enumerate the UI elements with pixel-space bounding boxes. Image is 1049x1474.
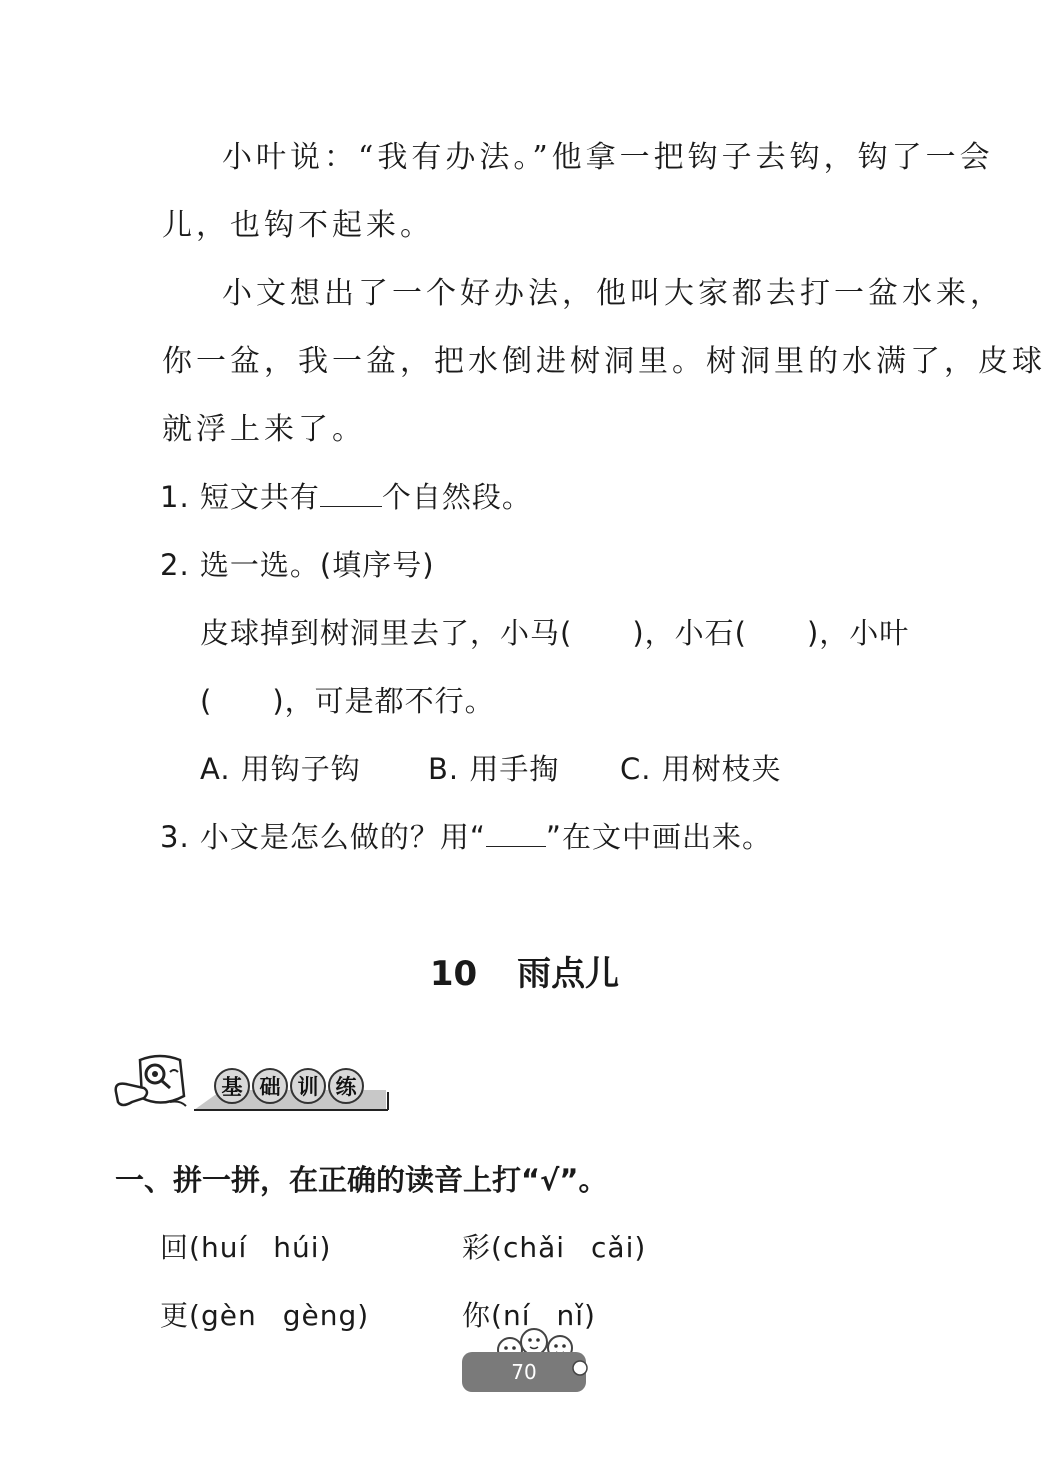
lesson-title (0, 952, 1049, 996)
story-paragraph-line: 就浮上来了。 (162, 412, 366, 447)
pinyin-option[interactable]: gèn (200, 1299, 257, 1332)
choice-option-a: A. 用钩子钩 (200, 752, 361, 786)
choice-option-c: C. 用树枝夹 (620, 752, 782, 786)
mascot-magnifier-icon (110, 1052, 400, 1122)
question-3-text: ”在文中画出来。 (545, 820, 772, 854)
question-3 (160, 817, 772, 857)
pinyin-char: 你 (462, 1299, 492, 1332)
pinyin-option[interactable]: cǎi (591, 1231, 635, 1264)
badge-char: 训 (297, 1075, 319, 1099)
underline-sample (486, 820, 546, 847)
pinyin-option[interactable]: chǎi (502, 1231, 566, 1264)
pinyin-char: 更 (160, 1299, 190, 1332)
pinyin-option[interactable]: huí (200, 1231, 248, 1264)
question-1 (160, 477, 532, 517)
pinyin-option[interactable]: nǐ (556, 1299, 585, 1332)
question-1-text: 1. 短文共有 (160, 480, 320, 514)
page-number: 70 (511, 1360, 537, 1384)
question-2-line: ( )，可是都不行。 (200, 684, 495, 718)
answer-blank[interactable] (320, 480, 382, 507)
badge-char: 练 (335, 1075, 357, 1099)
story-paragraph-line: 小文想出了一个好办法，他叫大家都去打一盆水来， (222, 276, 1004, 311)
lesson-number: 10 (429, 954, 478, 994)
question-2-line: 皮球掉到树洞里去了，小马( )，小石( )，小叶 (200, 616, 910, 650)
pinyin-char: 回 (160, 1231, 190, 1264)
badge-char: 础 (259, 1075, 281, 1099)
pinyin-item: 更(gèn gèng) (160, 1299, 370, 1332)
pinyin-option[interactable]: ní (502, 1299, 531, 1332)
question-3-text: 3. 小文是怎么做的？用“ (160, 820, 486, 854)
pinyin-item: 回(huí húi) (160, 1231, 332, 1264)
story-paragraph-line: 小叶说：“我有办法。”他拿一把钩子去钩，钩了一会 (222, 140, 994, 175)
pinyin-option[interactable]: gèng (282, 1299, 358, 1332)
pinyin-char: 彩 (462, 1231, 492, 1264)
choice-option-b: B. 用手掏 (428, 752, 560, 786)
section-badge (110, 1052, 400, 1122)
pinyin-option[interactable]: húi (273, 1231, 320, 1264)
pinyin-item: 彩(chǎi cǎi) (462, 1231, 647, 1264)
lesson-name: 雨点儿 (517, 954, 620, 994)
badge-char: 基 (221, 1075, 243, 1099)
question-2-title: 2. 选一选。(填序号) (160, 548, 435, 582)
section-heading: 一、拼一拼，在正确的读音上打“√”。 (115, 1163, 608, 1197)
story-paragraph-line: 你一盆，我一盆，把水倒进树洞里。树洞里的水满了，皮球 (162, 344, 1046, 379)
story-paragraph-line: 儿，也钩不起来。 (162, 208, 434, 243)
question-1-text: 个自然段。 (381, 480, 532, 514)
pinyin-item: 你(ní nǐ) (462, 1299, 596, 1332)
page-number-badge (462, 1322, 592, 1394)
